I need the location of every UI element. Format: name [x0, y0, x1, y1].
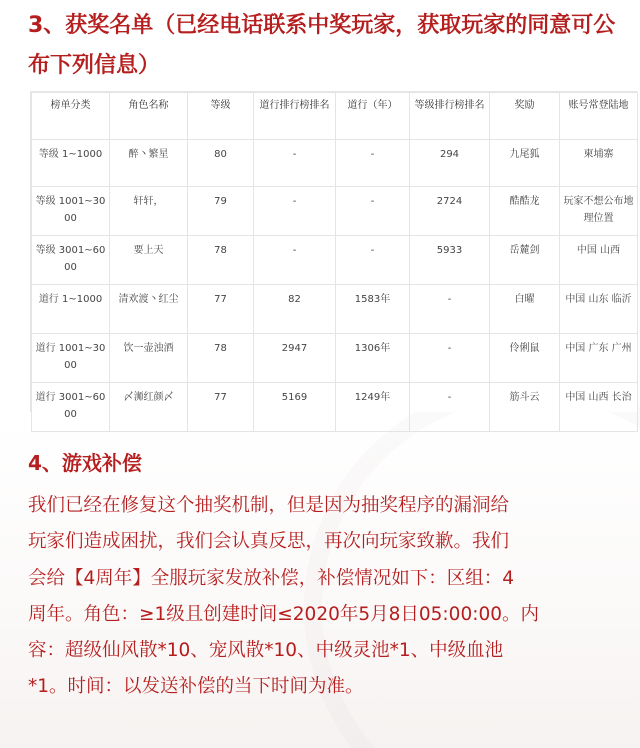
section-3-title-line-1: 3、获奖名单（已经电话联系中奖玩家，获取玩家的同意可公 [28, 13, 616, 38]
paragraph-line: 容：超级仙风散*10、宠风散*10、中级灵池*1、中级血池 [28, 640, 504, 662]
paragraph-line: 我们已经在修复这个抽奖机制，但是因为抽奖程序的漏洞给 [28, 495, 510, 516]
cell-category: 等级 3001~6000 [32, 236, 110, 285]
cell-daohang-years: - [336, 140, 410, 187]
cell-role-name: 轩轩， [110, 187, 188, 236]
header-level: 等级 [188, 93, 254, 140]
cell-daohang-years: - [336, 187, 410, 236]
cell-daohang-rank: 82 [254, 285, 336, 334]
cell-level: 78 [188, 334, 254, 383]
table-row [32, 285, 638, 334]
cell-login-location: 中国 山西 [560, 236, 638, 285]
cell-level-rank: - [410, 334, 490, 383]
cell-level: 79 [188, 187, 254, 236]
table-row [32, 383, 638, 432]
header-role-name: 角色名称 [110, 93, 188, 140]
cell-daohang-rank: 2947 [254, 334, 336, 383]
table-row [32, 140, 638, 187]
cell-category: 道行 1001~3000 [32, 334, 110, 383]
cell-level: 78 [188, 236, 254, 285]
cell-daohang-years: 1249年 [336, 383, 410, 432]
cell-role-name: 要上天 [110, 236, 188, 285]
cell-reward: 酷酷龙 [490, 187, 560, 236]
table-header-row [32, 93, 638, 140]
cell-level-rank: 2724 [410, 187, 490, 236]
cell-level-rank: 294 [410, 140, 490, 187]
paragraph-line: 玩家们造成困扰，我们会认真反思，再次向玩家致歉。我们 [28, 531, 510, 553]
cell-category: 道行 1~1000 [32, 285, 110, 334]
cell-level-rank: 5933 [410, 236, 490, 285]
table-row [32, 236, 638, 285]
cell-level: 77 [188, 383, 254, 432]
table-row [32, 334, 638, 383]
cell-category: 等级 1~1000 [32, 140, 110, 187]
header-login-location: 账号常登陆地 [560, 93, 638, 140]
cell-category: 等级 1001~3000 [32, 187, 110, 236]
cell-daohang-years: 1306年 [336, 334, 410, 383]
cell-login-location: 中国 山东 临沂 [560, 285, 638, 334]
paragraph-line: 周年。角色：≥1级且创建时间≤2020年5月8日05:00:00。内 [28, 603, 539, 625]
cell-level: 77 [188, 285, 254, 334]
cell-daohang-rank: - [254, 140, 336, 187]
cell-level-rank: - [410, 285, 490, 334]
compensation-paragraph [28, 488, 640, 706]
paragraph-line: 会给【4周年】全服玩家发放补偿，补偿情况如下：区组：4 [28, 567, 515, 589]
paragraph-line: *1。时间：以发送补偿的当下时间为准。 [28, 676, 364, 698]
cell-daohang-rank: 5169 [254, 383, 336, 432]
section-4-title: 4、游戏补偿 [28, 451, 142, 475]
cell-daohang-years: 1583年 [336, 285, 410, 334]
cell-login-location: 中国 广东 广州 [560, 334, 638, 383]
cell-daohang-years: - [336, 236, 410, 285]
header-reward: 奖励 [490, 93, 560, 140]
table-row [32, 187, 638, 236]
cell-level: 80 [188, 140, 254, 187]
cell-level-rank: - [410, 383, 490, 432]
winners-table [30, 91, 637, 420]
cell-role-name: 〆浉红颜〆 [110, 383, 188, 432]
cell-reward: 岳麓剑 [490, 236, 560, 285]
cell-role-name: 饮一壶浊酒 [110, 334, 188, 383]
cell-login-location: 柬埔寨 [560, 140, 638, 187]
cell-role-name: 醉丶繁星 [110, 140, 188, 187]
cell-role-name: 清欢渡丶红尘 [110, 285, 188, 334]
header-daohang-rank: 道行排行榜排名 [254, 93, 336, 140]
cell-login-location: 玩家不想公布地理位置 [560, 187, 638, 236]
header-level-rank: 等级排行榜排名 [410, 93, 490, 140]
cell-reward: 白曜 [490, 285, 560, 334]
header-category: 榜单分类 [32, 93, 110, 140]
cell-category: 道行 3001~6000 [32, 383, 110, 432]
cell-daohang-rank: - [254, 236, 336, 285]
winners-table-grid [31, 92, 638, 432]
cell-reward: 伶俐鼠 [490, 334, 560, 383]
header-daohang-years: 道行（年） [336, 93, 410, 140]
cell-login-location: 中国 山西 长治 [560, 383, 638, 432]
cell-reward: 九尾狐 [490, 140, 560, 187]
cell-reward: 筋斗云 [490, 383, 560, 432]
section-3-title-line-2: 布下列信息） [28, 53, 161, 78]
cell-daohang-rank: - [254, 187, 336, 236]
